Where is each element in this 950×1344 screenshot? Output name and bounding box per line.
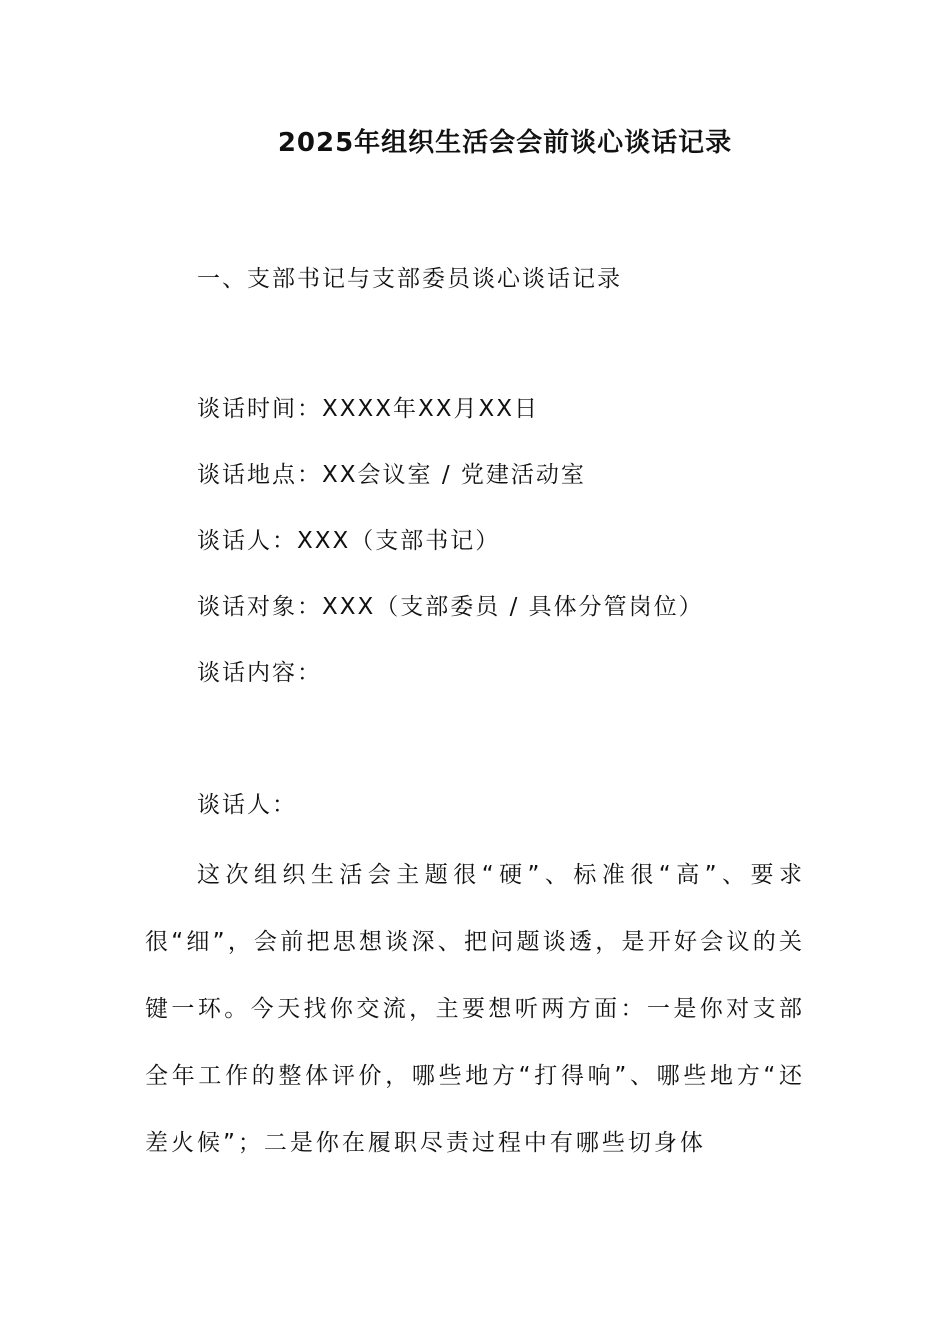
field-speaker: 谈话人：XXX（支部书记） (197, 528, 501, 554)
field-place: 谈话地点：XX会议室 / 党建活动室 (197, 462, 586, 488)
section-heading: 一、支部书记与支部委员谈心谈话记录 (197, 266, 622, 292)
field-content-label: 谈话内容： (197, 660, 322, 686)
speaker-label: 谈话人： (197, 792, 297, 818)
document-title: 2025年组织生活会会前谈心谈话记录 (277, 128, 733, 158)
field-target: 谈话对象：XXX（支部委员 / 具体分管岗位） (197, 594, 704, 620)
body-paragraph-container (145, 842, 805, 1177)
body-paragraph: 这次组织生活会主题很“硬”、标准很“高”、要求很“细”，会前把思想谈深、把问题谈透，是开好会议的关键一环。今天找你交流，主要想听两方面：一是你对支部全年工作的整体评价，哪些地方“打得响”、哪些地方“还差火候”；二是你在履职尽责过程中有哪些切身体 (145, 862, 805, 1156)
field-time: 谈话时间：XXXX年XX月XX日 (197, 396, 540, 422)
